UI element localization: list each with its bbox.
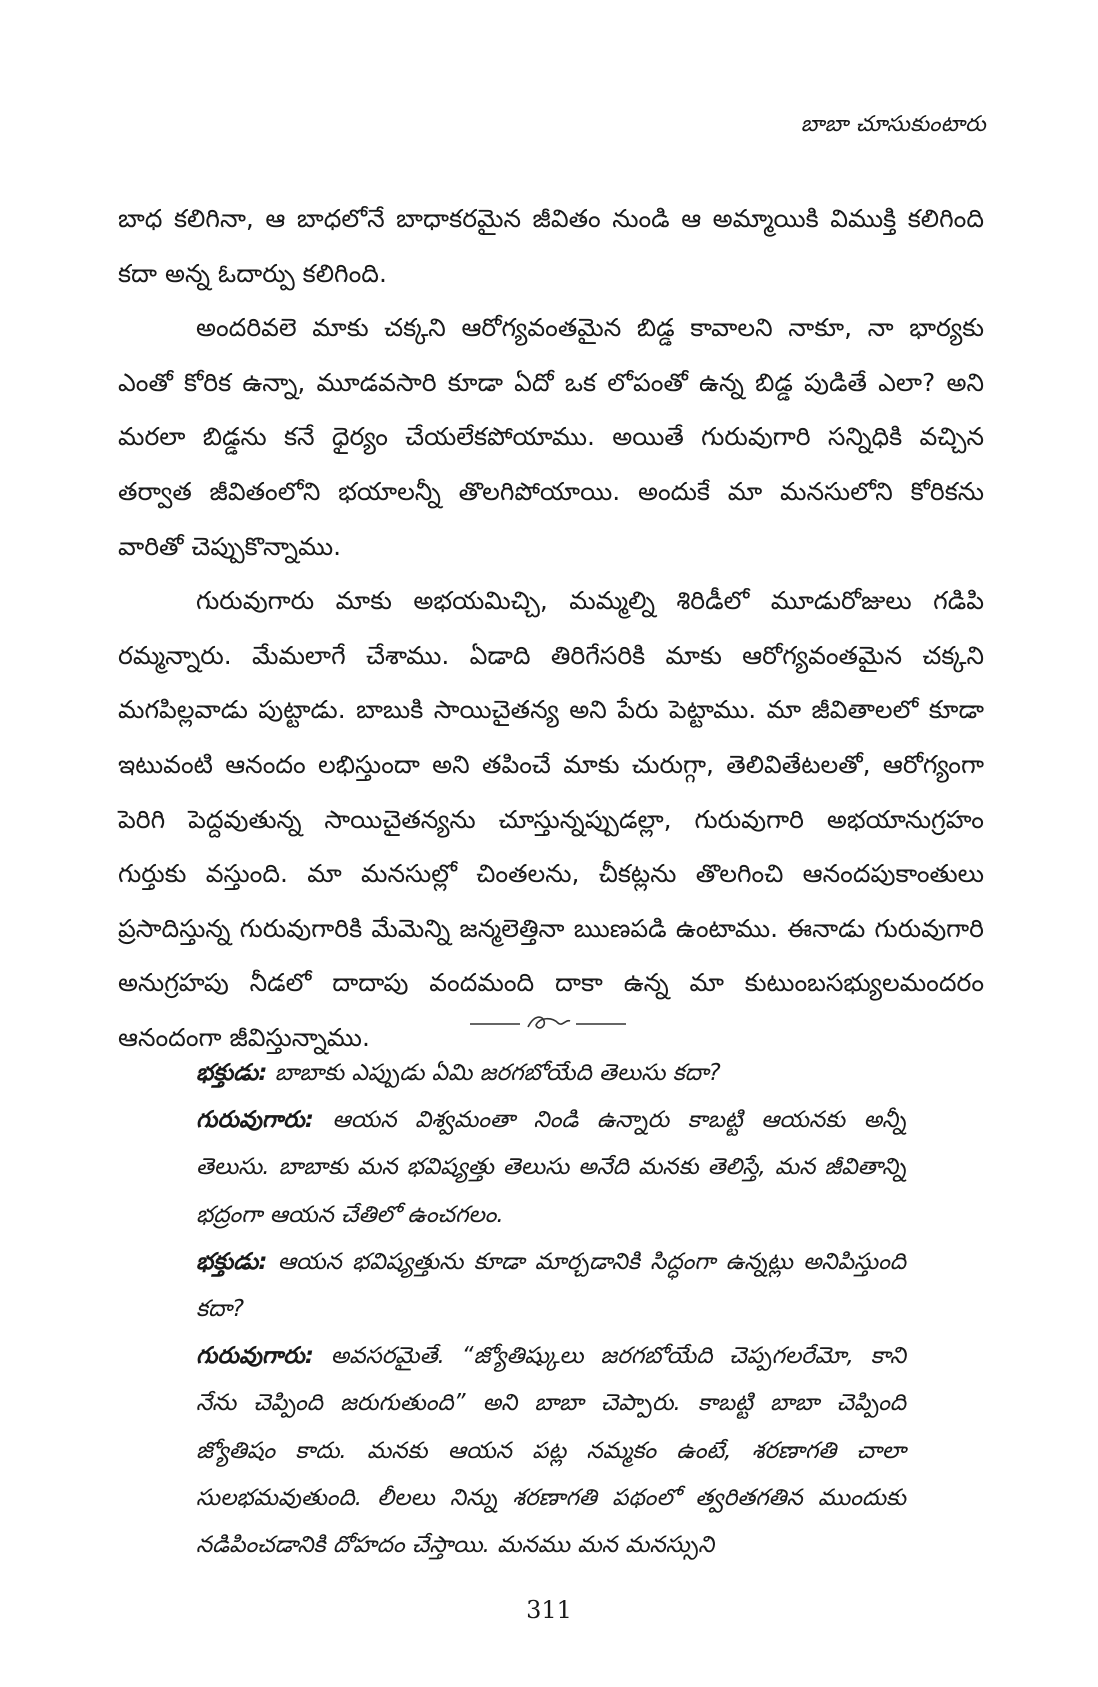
paragraph: బాధ కలిగినా, ఆ బాధలోనే బాధాకరమైన జీవితం నుండి ఆ అమ్మాయికి విముక్తి కలిగింది కదా అన్న ఓదార్పు కలిగింది. <box>118 204 984 288</box>
speaker-label: గురువుగారు: <box>196 1107 314 1134</box>
dialogue-text: బాబాకు ఎప్పుడు ఏమి జరగబోయేది తెలుసు కదా? <box>274 1060 721 1086</box>
section-divider-ornament <box>468 1009 628 1037</box>
paragraph: గురువుగారు మాకు అభయమిచ్చి, మమ్మల్ని శిరిడీలో మూడురోజులు గడిపి రమ్మన్నారు. మేమలాగే చేశాము. ఏడాది తిరిగేసరికి మాకు ఆరోగ్యవంతమైన చక్కని మగపిల్లవాడు పుట్టాడు. బాబుకి సాయిచైతన్య అని పేరు పెట్టాము. మా జీవితాలలో కూడా ఇటువంటి ఆనందం లభిస్తుందా అని తపించే మాకు చురుగ్గా, తెలివితేటలతో, ఆరోగ్యంగా పెరిగి పెద్దవుతున్న సాయిచైతన్యను చూస్తున్నప్పుడల్లా, గురువుగారి అభయానుగ్రహం గుర్తుకు వస్తుంది. మా మనసుల్లో చింతలను, చీకట్లను తొలగించి ఆనందపుకాంతులు ప్రసాదిస్తున్న గురువుగారికి మేమెన్ని జన్మలెత్తినా ఋణపడి ఉంటాము. ఈనాడు గురువుగారి అనుగ్రహపు నీడలో దాదాపు వందమంది దాకా ఉన్న మా కుటుంబసభ్యులమందరం ఆనందంగా జీవిస్తున్నాము. <box>118 586 984 1052</box>
speaker-label: గురువుగారు: <box>196 1343 314 1370</box>
page-number: 311 <box>526 1596 572 1624</box>
dialogue-text: ఆయన భవిష్యత్తును కూడా మార్చడానికి సిద్ధంగా ఉన్నట్లు అనిపిస్తుంది కదా? <box>196 1248 907 1323</box>
running-header: బాబా చూసుకుంటారు <box>800 112 986 137</box>
body-text <box>118 192 984 1066</box>
paragraph: అందరివలె మాకు చక్కని ఆరోగ్యవంతమైన బిడ్డ కావాలని నాకూ, నా భార్యకు ఎంతో కోరిక ఉన్నా, మూడవసారి కూడా ఏదో ఒక లోపంతో ఉన్న బిడ్డ పుడితే ఎలా? అని మరలా బిడ్డను కనే ధైర్యం చేయలేకపోయాము. అయితే గురువుగారి సన్నిధికి వచ్చిన తర్వాత జీవితంలోని భయాలన్నీ తొలగిపోయాయి. అందుకే మా మనసులోని కోరికను వారితో చెప్పుకొన్నాము. <box>118 313 984 561</box>
dialogue-text: అవసరమైతే. “జ్యోతిష్కులు జరగబోయేది చెప్పగలరేమో, కాని నేను చెప్పింది జరుగుతుంది” అని బాబా చెప్పారు. కాబట్టి బాబా చెప్పింది జ్యోతిషం కాదు. మనకు ఆయన పట్ల నమ్మకం ఉంటే, శరణాగతి చాలా సులభమవుతుంది. లీలలు నిన్ను శరణాగతి పథంలో త్వరితగతిన ముందుకు నడిపించడానికి దోహదం చేస్తాయి. మనము మన మనస్సుని <box>196 1343 907 1559</box>
dialogue-line <box>196 1239 906 1333</box>
speaker-label: భక్తుడు: <box>196 1248 268 1275</box>
dialogue-section <box>196 1050 906 1569</box>
speaker-label: భక్తుడు: <box>196 1060 268 1086</box>
dialogue-line <box>196 1050 906 1097</box>
dialogue-line <box>196 1333 906 1569</box>
dialogue-text: ఆయన విశ్వమంతా నిండి ఉన్నారు కాబట్టి ఆయనకు అన్నీ తెలుసు. బాబాకు మన భవిష్యత్తు తెలుసు అనేది మనకు తెలిస్తే, మన జీవితాన్ని భద్రంగా ఆయన చేతిలో ఉంచగలం. <box>196 1107 906 1228</box>
dialogue-line <box>196 1097 906 1239</box>
